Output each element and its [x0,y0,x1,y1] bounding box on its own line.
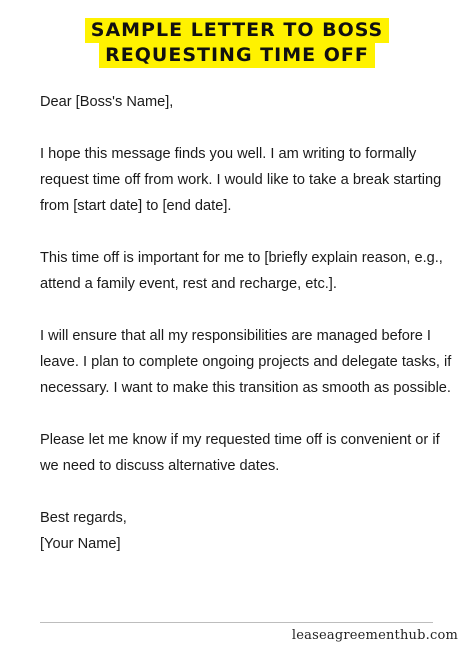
document-title [0,18,474,68]
paragraph-reason: This time off is important for me to [briefly explain reason, e.g., attend a family event, rest and recharge, etc.]. [40,250,443,292]
title-line-2: REQUESTING TIME OFF [99,43,375,68]
paragraph-responsibilities: I will ensure that all my responsibilities are managed before I leave. I plan to complete ongoing projects and delegate tasks, if necessary. I want to make this transition as smooth as possible. [40,328,452,396]
footer-divider [40,622,433,623]
signature: [Your Name] [40,536,121,552]
title-line-1: SAMPLE LETTER TO BOSS [85,18,389,43]
salutation: Dear [Boss's Name], [40,94,174,110]
letter-body [40,89,460,557]
paragraph-intro: I hope this message finds you well. I am writing to formally request time off from work. I would like to take a break starting from [start date] to [end date]. [40,146,442,214]
footer-brand: leaseagreementhub.com [291,628,458,643]
paragraph-request: Please let me know if my requested time off is convenient or if we need to discuss alternative dates. [40,432,440,474]
closing: Best regards, [40,510,127,526]
